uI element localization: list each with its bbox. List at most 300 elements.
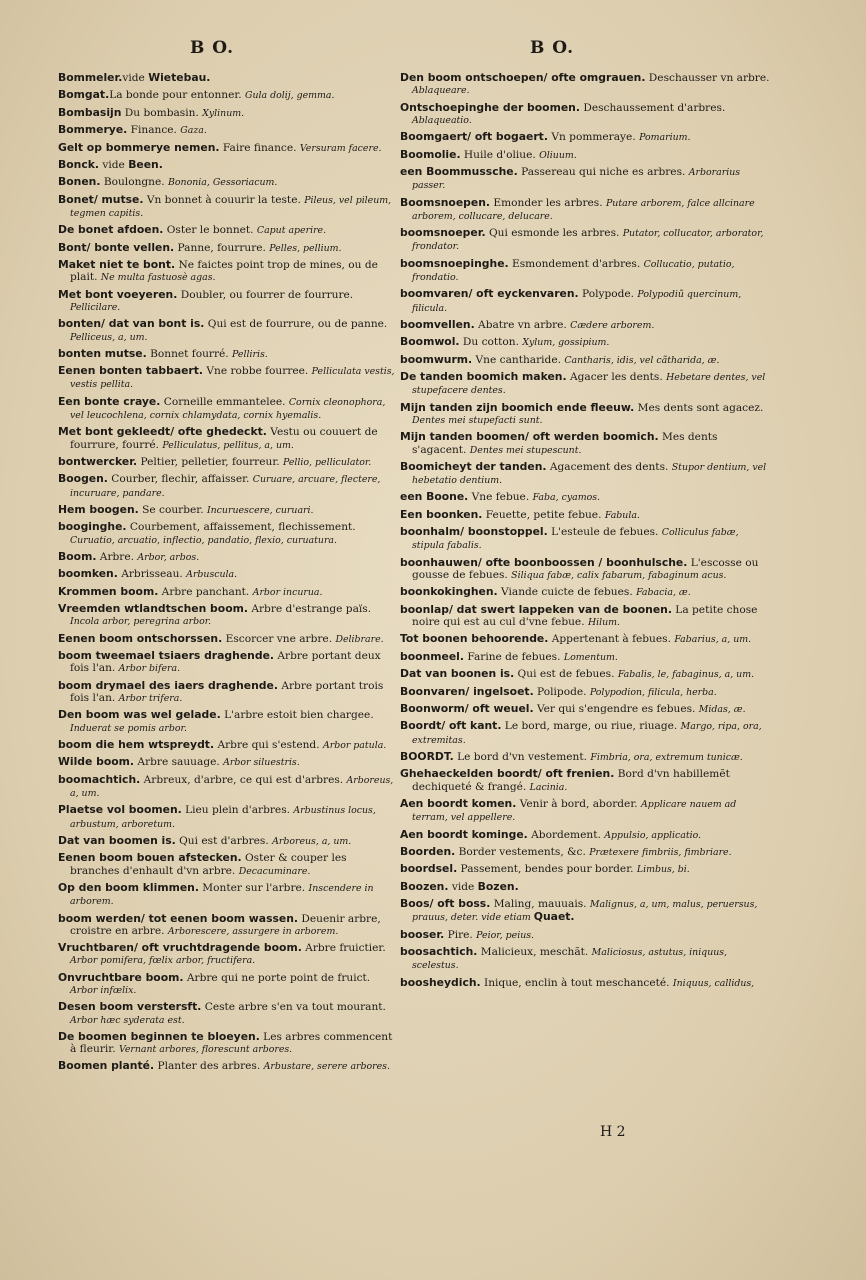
headword: Plaetse vol boomen. (58, 803, 182, 817)
cross-reference: Bozen. (477, 879, 519, 893)
dictionary-entry (58, 259, 398, 284)
latin-gloss: Malignus, a, um, malus, peruersus, prauus, deter. vide etiam (412, 899, 758, 924)
dictionary-entry (400, 72, 772, 97)
dictionary-entry (58, 709, 398, 734)
definition-text: L'arbre estoit bien chargee. (220, 709, 374, 722)
definition-text: Malicieux, meschãt. (477, 946, 592, 959)
definition-text: Arbreux, d'arbre, ce qui est d'arbres. (140, 773, 347, 786)
latin-gloss: Bononia, Gessoriacum. (168, 177, 278, 189)
headword: Krommen boom. (58, 584, 159, 598)
dictionary-entry (400, 491, 772, 504)
dictionary-entry (400, 288, 772, 314)
latin-gloss: Fabula. (604, 509, 640, 521)
definition-text: Agacer les dents. (566, 371, 667, 384)
latin-gloss: Dentes mei stupescunt. (469, 444, 582, 456)
definition-text: Arbre portant trois fois l'an. (70, 679, 384, 704)
latin-gloss: Appulsio, applicatio. (604, 829, 702, 841)
headword: Den boom ontschoepen/ ofte omgrauen. (400, 71, 646, 84)
dictionary-entry (58, 426, 398, 451)
headword: boomsnoepinghe. (400, 256, 509, 270)
latin-gloss: Faba, cyamos. (532, 492, 601, 504)
definition-text: Border vestements, &c. (455, 845, 590, 858)
headword: boordsel. (400, 862, 458, 876)
latin-gloss: Incola arbor, peregrina arbor. (70, 616, 212, 628)
dictionary-entry (400, 604, 772, 629)
headword: boonkokinghen. (400, 585, 498, 599)
latin-gloss: Lacinia. (529, 781, 568, 793)
dictionary-entry (400, 557, 772, 582)
definition-text: Appertenant à febues. (548, 633, 675, 646)
headword: Een boonken. (400, 507, 483, 521)
dictionary-entry (400, 131, 772, 144)
latin-gloss: Curuatio, arcuatio, inflectio, pandatio, flexio, curuatura. (70, 534, 337, 546)
latin-gloss: Arbustinus locus, arbustum, arboretum. (70, 805, 376, 830)
dictionary-entry (400, 768, 772, 793)
latin-gloss: Xylum, gossipium. (522, 337, 610, 349)
dictionary-entry (58, 603, 398, 628)
running-head-left: B O. (190, 38, 235, 58)
latin-gloss: Applicare nauem ad terram, vel appellere. (412, 798, 737, 824)
definition-text: La bonde pour entonner. (109, 89, 245, 102)
latin-gloss: Arboreus, a, um. (70, 774, 394, 799)
latin-gloss: Delibrare. (335, 633, 384, 645)
headword: De tanden boomich maken. (400, 370, 567, 384)
definition-text: Qui est de fourrure, ou de panne. (204, 318, 388, 331)
definition-text: Vne cantharide. (472, 353, 565, 366)
headword: boomachtich. (58, 772, 141, 786)
definition-text: Courber, flechir, affaisser. (107, 473, 253, 486)
headword: De boomen beginnen te bloeyen. (58, 1029, 260, 1043)
headword: bontwercker. (58, 455, 138, 469)
latin-gloss: Pileus, vel pileum, tegmen capitis. (70, 194, 392, 219)
dictionary-entry (58, 159, 398, 172)
headword: Bonen. (58, 175, 101, 189)
headword: Op den boom klimmen. (58, 880, 199, 894)
dictionary-entry (58, 972, 398, 997)
definition-text: Peltier, pelletier, fourreur. (137, 456, 283, 469)
latin-gloss: Hebetare dentes, vel stupefacere dentes. (412, 372, 766, 397)
headword: boonhalm/ boonstoppel. (400, 525, 548, 539)
definition-text: Bonnet fourré. (146, 347, 233, 360)
dictionary-entry (400, 668, 772, 681)
headword: Boomicheyt der tanden. (400, 459, 547, 473)
definition-text: Bord d'vn habillemẽt dechiqueté & frangé. (412, 768, 730, 793)
headword: bonten mutse. (58, 346, 147, 360)
dictionary-entry (58, 551, 398, 564)
dictionary-entry (400, 946, 772, 972)
definition-text: Feuette, petite febue. (482, 508, 605, 521)
latin-gloss: Arborescere, assurgere in arborem. (167, 925, 339, 937)
dictionary-entry (58, 852, 398, 877)
dictionary-entry (58, 72, 398, 85)
headword: boomvaren/ oft eyckenvaren. (400, 287, 579, 301)
headword: Ontschoepinghe der boomen. (400, 100, 580, 114)
headword: Boordt/ oft kant. (400, 719, 502, 733)
dictionary-entry (400, 354, 772, 367)
latin-gloss: Polypodion, filicula, herba. (589, 686, 717, 698)
headword: Boomolie. (400, 147, 461, 161)
latin-gloss: Peior, peius. (476, 929, 535, 941)
latin-gloss: Ne multa fastuosè agas. (100, 272, 216, 284)
definition-text: Arbre qui s'estend. (214, 738, 323, 751)
dictionary-entry (400, 686, 772, 699)
latin-gloss: Arbor incurua. (252, 586, 323, 598)
headword: Boogen. (58, 472, 108, 486)
headword: Ghehaeckelden boordt/ oft frenien. (400, 767, 615, 781)
definition-text: Arbrisseau. (117, 568, 187, 581)
headword: boom tweemael tsiaers draghende. (58, 649, 274, 663)
dictionary-entry (400, 149, 772, 162)
right-column (400, 72, 772, 994)
definition-text: Vestu ou couuert de fourrure, fourré. (70, 426, 378, 451)
definition-text: Abatre vn arbre. (474, 318, 571, 331)
latin-gloss: Arbor hæc syderata est. (70, 1014, 185, 1026)
headword: Eenen boom ontschorssen. (58, 631, 223, 645)
definition-text: Oster & couper les branches d'enhault d'vn arbre. (70, 852, 347, 877)
latin-gloss: Arboreus, a, um. (272, 835, 352, 847)
definition-text: Corneille emmantelee. (160, 395, 289, 408)
latin-gloss: Maliciosus, astutus, iniquus, scelestus. (412, 947, 728, 972)
dictionary-entry (58, 242, 398, 255)
latin-gloss: Siliqua fabæ, calix fabarum, fabaginum acus. (511, 570, 727, 582)
definition-text: Boulongne. (100, 176, 169, 189)
latin-gloss: Arbor trifera. (118, 692, 183, 704)
headword: Bont/ bonte vellen. (58, 240, 175, 254)
dictionary-entry (400, 402, 772, 427)
headword: Bommerye. (58, 123, 128, 137)
dictionary-entry (400, 898, 772, 924)
dictionary-entry (400, 977, 772, 990)
latin-gloss: Vernant arbores, florescunt arbores. (118, 1044, 293, 1056)
definition-text: Agacement des dents. (546, 460, 672, 473)
dictionary-entry (58, 194, 398, 220)
definition-text: Arbre fruictier. (301, 942, 386, 955)
latin-gloss: Margo, ripa, ora, extremitas. (412, 721, 762, 746)
dictionary-entry (400, 703, 772, 716)
headword: een Boommussche. (400, 164, 518, 178)
dictionary-entry (400, 526, 772, 552)
latin-gloss: Arbor infœlix. (70, 984, 137, 996)
definition-text: L'escosse ou gousse de febues. (412, 556, 759, 582)
dictionary-entry (58, 774, 398, 800)
headword: boom werden/ tot eenen boom wassen. (58, 911, 299, 925)
definition-text: Viande cuicte de febues. (497, 586, 637, 599)
definition-text: Vn pommeraye. (547, 131, 640, 144)
definition-text: vide (99, 158, 129, 171)
latin-gloss: Collucatio, putatio, frondatio. (412, 258, 735, 283)
latin-gloss: Pelles, pellium. (269, 242, 342, 254)
definition-text: Les arbres commencent à fleurir. (70, 1030, 393, 1056)
definition-text: Qui est de febues. (514, 668, 618, 681)
headword: Vreemden wtlandtschen boom. (58, 602, 248, 616)
headword: Bonck. (58, 157, 100, 171)
definition-text: L'esteule de febues. (547, 526, 662, 539)
headword: Bomgat. (58, 88, 110, 102)
definition-text: Panne, fourrure. (174, 241, 270, 254)
definition-text: Arbre qui ne porte point de fruict. (183, 971, 371, 984)
dictionary-entry (58, 568, 398, 581)
definition-text: Planter des arbres. (154, 1060, 264, 1073)
definition-text: Arbre portant deux fois l'an. (70, 650, 381, 675)
headword: een Boone. (400, 490, 469, 504)
signature-mark: H 2 (600, 1124, 626, 1140)
headword: boomvellen. (400, 317, 475, 331)
definition-text: Farine de febues. (463, 650, 564, 663)
headword: Aen boordt kominge. (400, 827, 528, 841)
latin-gloss: Iniquus, callidus, (672, 977, 755, 989)
latin-gloss: Polypodiũ quercinum, filicula. (412, 289, 742, 314)
definition-text: Du bombasin. (121, 106, 203, 119)
definition-text: Passement, bendes pour border. (457, 863, 637, 876)
headword: boomsnoeper. (400, 226, 486, 240)
definition-text: Arbre sauuage. (134, 756, 224, 769)
dictionary-entry (400, 166, 772, 192)
headword: Eenen bonten tabbaert. (58, 364, 204, 378)
latin-gloss: Dentes mei stupefacti sunt. (412, 414, 543, 426)
headword: Boom. (58, 550, 97, 564)
dictionary-entry (400, 633, 772, 646)
latin-gloss: Oliuum. (539, 149, 577, 161)
dictionary-entry (400, 509, 772, 522)
dictionary-entry (58, 586, 398, 599)
latin-gloss: Lomentum. (563, 651, 618, 663)
dictionary-entry (58, 124, 398, 137)
definition-text: Ver qui s'engendre es febues. (533, 703, 699, 715)
definition-text: Le bord, marge, ou riue, riuage. (501, 720, 681, 733)
headword: Boos/ oft boss. (400, 897, 491, 911)
definition-text: La petite chose noire qui est au cul d'vne febue. (412, 603, 758, 629)
dictionary-entry (58, 633, 398, 646)
dictionary-entry (58, 1031, 398, 1056)
latin-gloss: Caput aperire. (256, 225, 327, 237)
headword: boomken. (58, 567, 118, 581)
definition-text: Esmondement d'arbres. (508, 257, 644, 270)
definition-text: Qui est d'arbres. (175, 834, 273, 847)
definition-text: Vne robbe fourree. (203, 365, 312, 378)
definition-text: Oster le bonnet. (163, 224, 257, 237)
latin-gloss: Pellio, pelliculator. (282, 457, 372, 469)
dictionary-entry (400, 319, 772, 332)
cross-reference: Been. (128, 157, 163, 171)
latin-gloss: Arborarius passer. (412, 166, 741, 192)
definition-text: Polipode. (533, 685, 590, 698)
headword: Eenen boom bouen afstecken. (58, 851, 242, 865)
headword: Den boom was wel gelade. (58, 708, 221, 722)
headword: Mijn tanden zijn boomich ende fleeuw. (400, 400, 635, 414)
dictionary-entry (58, 913, 398, 938)
dictionary-entry (400, 651, 772, 664)
dictionary-entry (58, 756, 398, 769)
latin-gloss: Decacuminare. (238, 865, 311, 877)
definition-text: Abordement. (527, 828, 605, 841)
definition-text: Polypode. (578, 288, 638, 301)
latin-gloss: Versuram facere. (299, 142, 382, 154)
dictionary-entry (58, 396, 398, 422)
dictionary-entry (400, 371, 772, 397)
definition-text: vide (122, 72, 149, 84)
headword: Maket niet te bont. (58, 258, 176, 272)
dictionary-entry (400, 846, 772, 859)
definition-text: Deschausser vn arbre. (645, 72, 770, 84)
running-head-right: B O. (530, 38, 575, 58)
dictionary-entry (58, 504, 398, 517)
definition-text: Maling, mauuais. (490, 898, 590, 911)
latin-gloss: Cædere arborem. (570, 319, 655, 331)
headword: Onvruchtbare boom. (58, 970, 184, 984)
latin-gloss: Incuruescere, curuari. (206, 505, 314, 517)
definition-text: Vne febue. (468, 491, 533, 504)
latin-gloss: Induerat se pomis arbor. (70, 722, 187, 734)
latin-gloss: Cantharis, idis, vel cãtharida, æ. (564, 354, 720, 366)
headword: Boomen planté. (58, 1059, 155, 1073)
definition-text: Inique, enclin à tout meschanceté. (480, 976, 673, 989)
dictionary-entry (58, 142, 398, 155)
definition-text: Escorcer vne arbre. (222, 632, 336, 645)
latin-gloss: Arbor siluestris. (223, 757, 300, 769)
definition-text: vide (448, 880, 478, 893)
latin-gloss: Midas, æ. (698, 704, 746, 715)
definition-text: Deuenir arbre, croistre en arbre. (70, 912, 381, 937)
latin-gloss: Fabacia, æ. (636, 587, 691, 599)
definition-text: Arbre panchant. (158, 585, 253, 598)
definition-text: Passereau qui niche es arbres. (517, 165, 689, 178)
latin-gloss: Pellicilare. (70, 301, 121, 313)
dictionary-entry (400, 829, 772, 842)
dictionary-entry (400, 258, 772, 284)
headword: Gelt op bommerye nemen. (58, 140, 220, 154)
headword: Hem boogen. (58, 503, 139, 517)
headword: Desen boom verstersft. (58, 1000, 202, 1014)
headword: Boomwol. (400, 335, 460, 349)
definition-text: Arbre d'estrange païs. (247, 603, 372, 616)
dictionary-entry (58, 739, 398, 752)
latin-gloss: Fabarius, a, um. (674, 634, 752, 646)
dictionary-entry (58, 680, 398, 705)
definition-text: Courbement, affaissement, flechissement. (126, 521, 356, 534)
definition-text: Le bord d'vn vestement. (453, 750, 591, 763)
headword: boosachtich. (400, 945, 478, 959)
headword: Boozen. (400, 879, 449, 893)
dictionary-entry (58, 473, 398, 499)
dictionary-entry (58, 942, 398, 967)
headword: boonlap/ dat swert lappeken van de boonen. (400, 602, 672, 616)
latin-gloss: Putator, collucator, arborator, frondator. (412, 228, 764, 253)
dictionary-entry (400, 586, 772, 599)
latin-gloss: Arbustare, serere arbores. (263, 1061, 390, 1073)
definition-text: Pire. (444, 928, 477, 941)
definition-text: Emonder les arbres. (490, 196, 606, 209)
headword: Bombasijn (58, 105, 122, 119)
definition-text: Monter sur l'arbre. (198, 881, 309, 894)
headword: boosheydich. (400, 975, 481, 989)
latin-gloss: Fabalis, le, fabaginus, a, um. (617, 669, 755, 681)
latin-gloss: Inscendere in arborem. (70, 882, 374, 908)
dictionary-entry (400, 197, 772, 223)
cross-reference: Wietebau. (148, 71, 211, 84)
headword: Met bont gekleedt/ ofte ghedeckt. (58, 425, 267, 439)
definition-text: Venir à bord, aborder. (516, 797, 641, 810)
dictionary-entry (58, 835, 398, 848)
latin-gloss: Gaza. (180, 125, 207, 137)
headword: booginghe. (58, 520, 127, 534)
latin-gloss: Pelliceus, a, um. (70, 331, 148, 343)
dictionary-entry (58, 289, 398, 314)
definition-text: Faire finance. (219, 141, 300, 154)
headword: Met bont voeyeren. (58, 287, 178, 301)
dictionary-entry (58, 365, 398, 391)
headword: Tot boonen behoorende. (400, 632, 549, 646)
dictionary-entry (400, 227, 772, 253)
dictionary-entry (400, 751, 772, 764)
headword: Boonworm/ oft weuel. (400, 702, 534, 715)
headword: Mijn tanden boomen/ oft werden boomich. (400, 430, 659, 444)
headword: Bommeler. (58, 71, 123, 84)
dictionary-entry (58, 89, 398, 102)
headword: booser. (400, 927, 445, 941)
dictionary-entry (58, 107, 398, 120)
dictionary-entry (400, 336, 772, 349)
dictionary-entry (58, 176, 398, 189)
headword: boom die hem wtspreydt. (58, 737, 215, 751)
latin-gloss: Hilum. (587, 617, 621, 629)
headword: Een bonte craye. (58, 394, 161, 408)
definition-text: Du cotton. (459, 336, 523, 349)
latin-gloss: Pelliris. (232, 348, 268, 360)
dictionary-entry (58, 650, 398, 675)
dictionary-entry (58, 1001, 398, 1026)
latin-gloss: Arbor patula. (322, 739, 387, 751)
definition-text: Mes dents sont agacez. (634, 401, 764, 414)
dictionary-entry (400, 461, 772, 487)
latin-gloss: Pomarium. (639, 132, 691, 144)
latin-gloss: Gula dolij, gemma. (245, 90, 335, 102)
headword: Vruchtbaren/ oft vruchtdragende boom. (58, 941, 302, 955)
definition-text: Deschaussement d'arbres. (579, 101, 726, 114)
dictionary-entry (58, 1060, 398, 1073)
latin-gloss: Putare arborem, falce allcinare arborem, collucare, delucare. (412, 197, 755, 222)
latin-gloss: Arbuscula. (186, 569, 238, 581)
headword: boonhauwen/ ofte boonboossen / boonhulsche. (400, 555, 688, 569)
headword: Boomgaert/ oft bogaert. (400, 130, 548, 144)
headword: bonten/ dat van bont is. (58, 317, 205, 331)
dictionary-entry (400, 863, 772, 876)
definition-text: Mes dents s'agacent. (412, 431, 718, 456)
headword: Boorden. (400, 844, 456, 858)
cross-reference: Quaet. (533, 910, 575, 924)
dictionary-entry (400, 431, 772, 456)
headword: boonmeel. (400, 649, 464, 663)
dictionary-entry (58, 456, 398, 469)
dictionary-entry (58, 224, 398, 237)
latin-gloss: Arbor bifera. (118, 663, 181, 675)
definition-text: Se courber. (138, 504, 207, 517)
headword: Aen boordt komen. (400, 796, 517, 810)
dictionary-entry (400, 102, 772, 127)
headword: Dat van boonen is. (400, 667, 515, 681)
latin-gloss: Ablaqueare. (412, 85, 470, 97)
headword: Bonet/ mutse. (58, 192, 144, 206)
latin-gloss: Ablaqueatio. (412, 114, 472, 126)
dictionary-entry (400, 798, 772, 824)
definition-text: Huile d'oliue. (460, 148, 540, 161)
latin-gloss: Cornix cleonophora, vel leucochlena, cornix chlamydata, cornix hyemalis. (70, 396, 386, 422)
headword: Wilde boom. (58, 755, 135, 769)
definition-text: Vn bonnet à couurir la teste. (143, 193, 305, 206)
headword: Boomsnoepen. (400, 195, 491, 209)
definition-text: Arbre. (96, 551, 138, 564)
latin-gloss: Prætexere fimbriis, fimbriare. (589, 846, 732, 858)
definition-text: Ceste arbre s'en va tout mourant. (201, 1001, 386, 1014)
